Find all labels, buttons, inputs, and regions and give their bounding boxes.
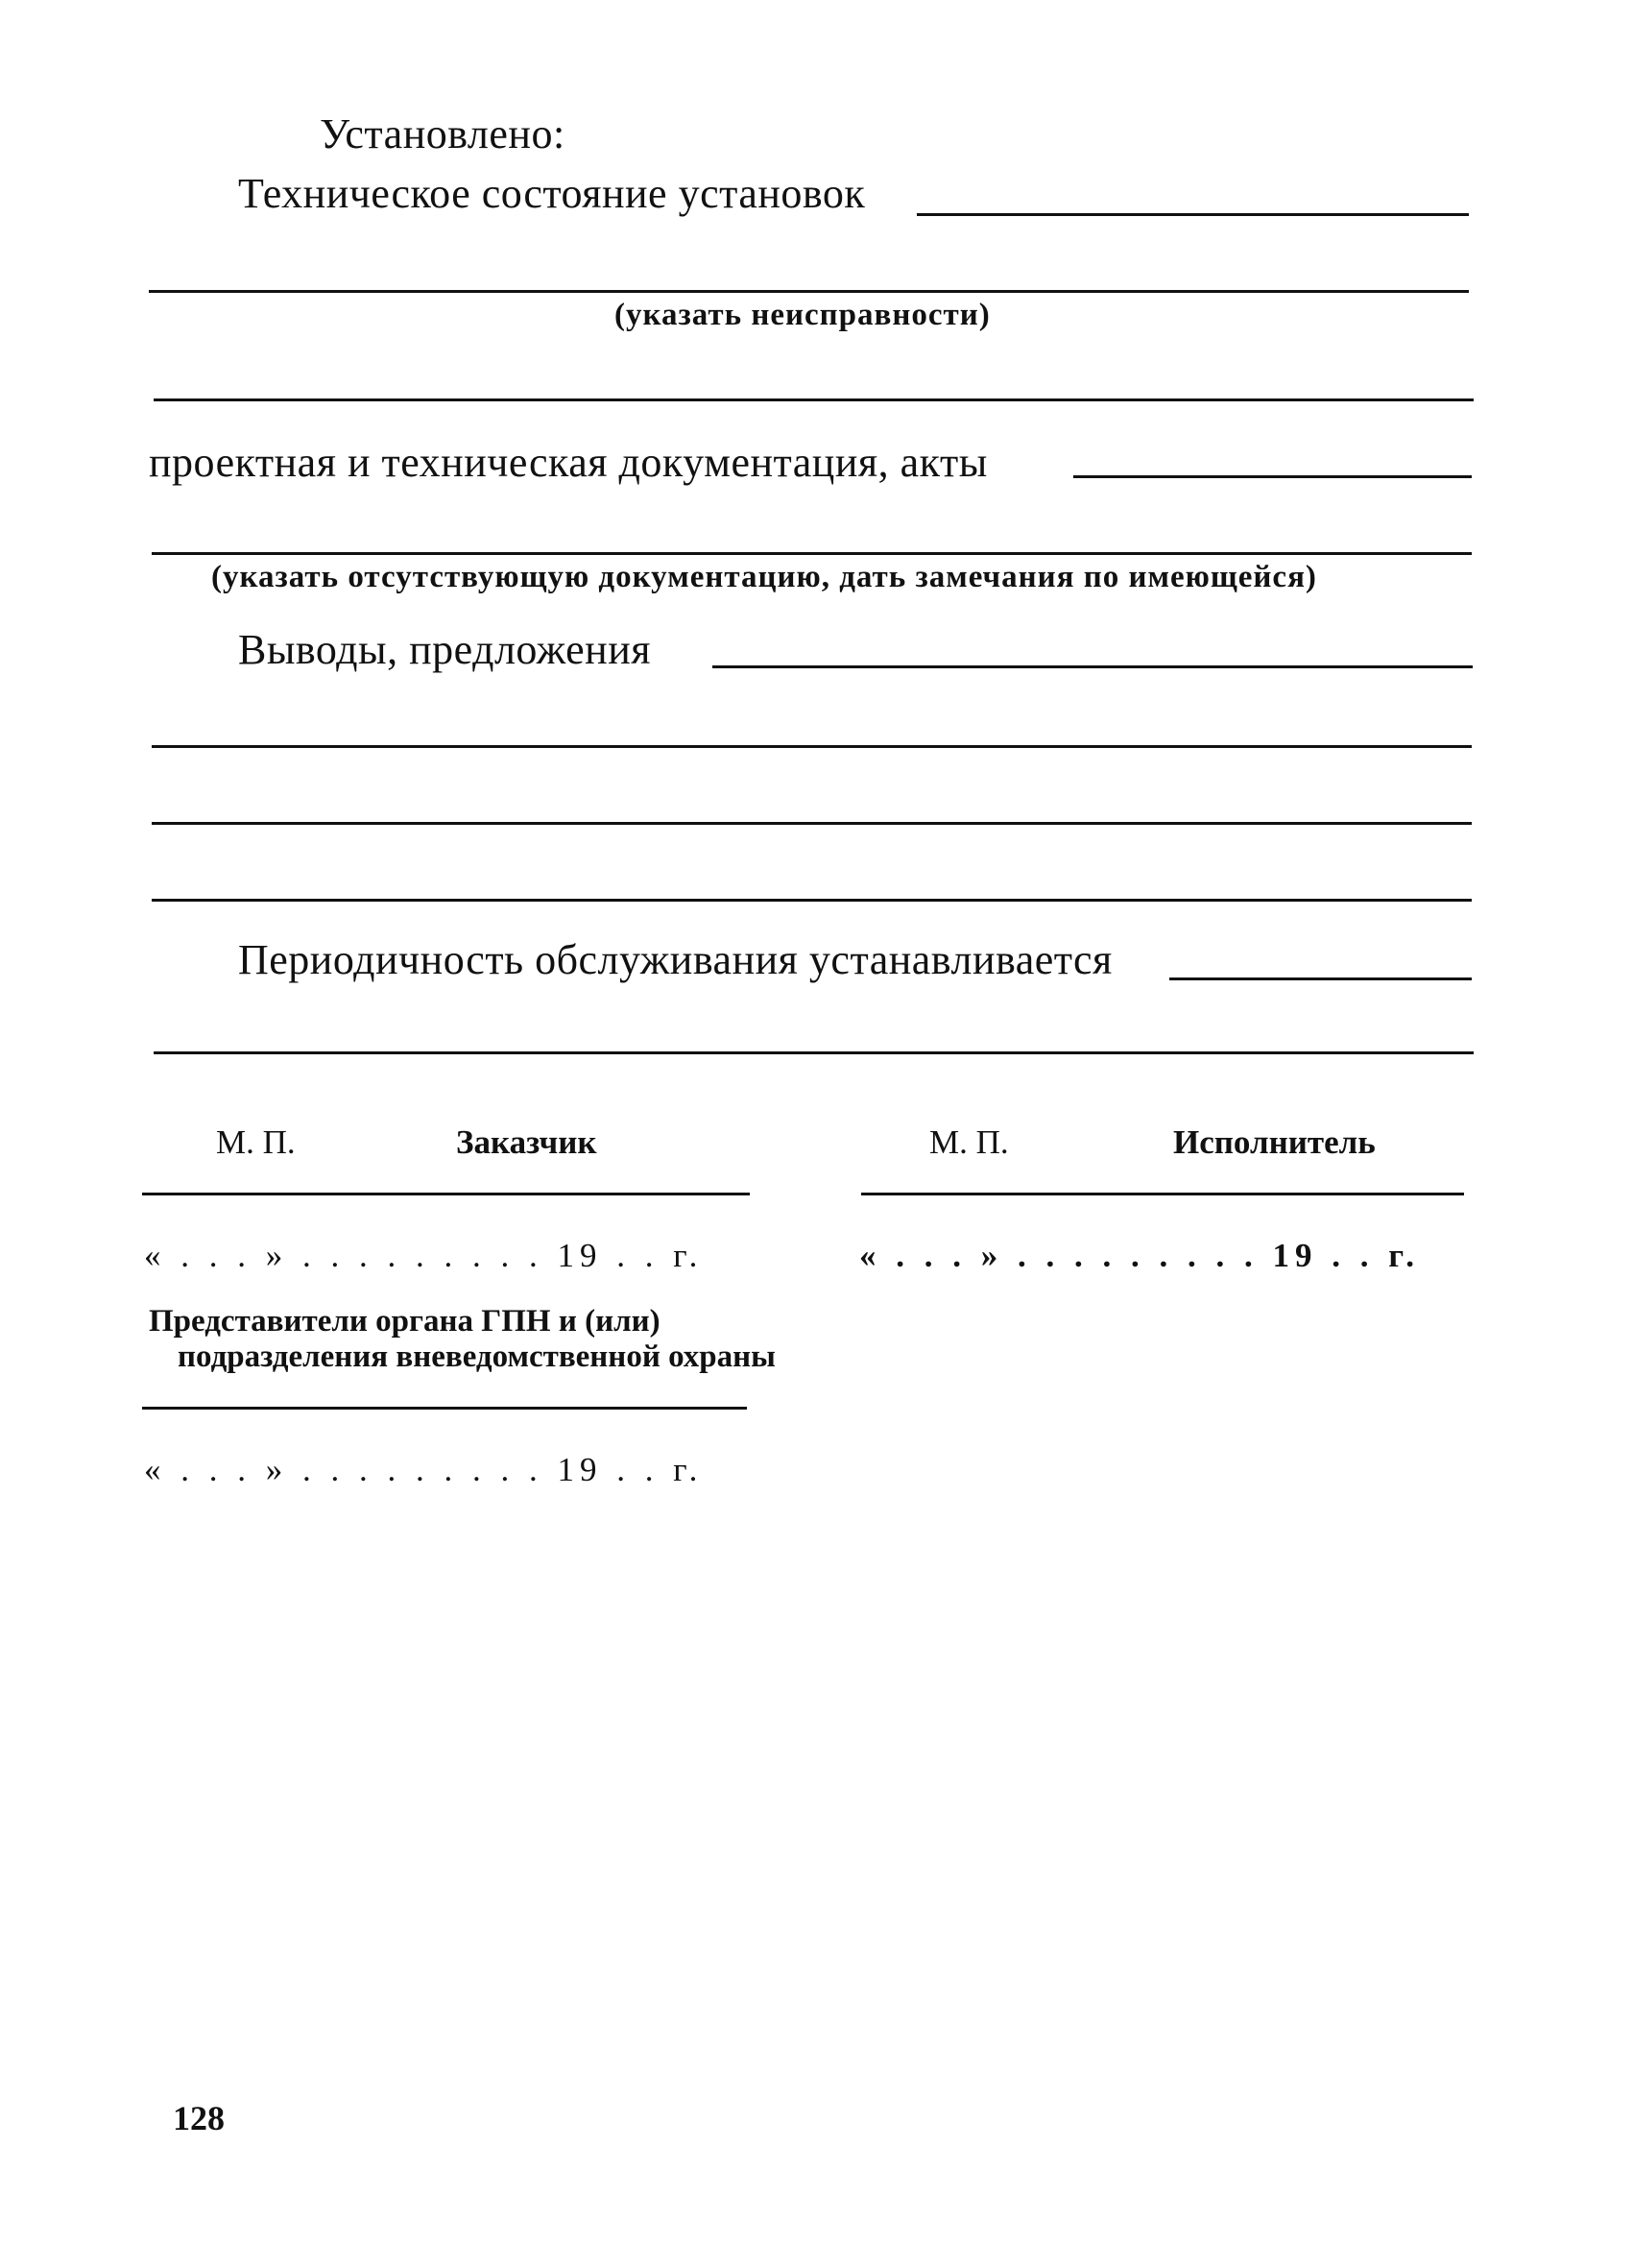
conclusions-line-2[interactable] — [152, 822, 1472, 825]
docs-caption: (указать отсутствующую документацию, дать замечания по имеющейся) — [211, 560, 1317, 594]
contractor-date: « . . . » . . . . . . . . . 19 . . г. — [859, 1237, 1420, 1274]
conclusions-line-3[interactable] — [152, 899, 1472, 902]
contractor-role: Исполнитель — [1173, 1123, 1376, 1161]
tech-state-line-1[interactable] — [149, 290, 1469, 293]
customer-stamp: М. П. — [216, 1123, 296, 1161]
tech-state-label: Техническое состояние установок — [238, 170, 866, 217]
contractor-stamp: М. П. — [929, 1123, 1009, 1161]
page-number: 128 — [173, 2099, 225, 2137]
conclusions-line-1[interactable] — [152, 745, 1472, 748]
docs-field[interactable] — [1073, 475, 1472, 478]
periodicity-label: Периодичность обслуживания устанавливается — [238, 936, 1113, 983]
conclusions-label: Выводы, предложения — [238, 626, 651, 673]
customer-signature-line[interactable] — [142, 1193, 750, 1195]
tech-state-field[interactable] — [917, 213, 1469, 216]
customer-date: « . . . » . . . . . . . . . 19 . . г. — [144, 1237, 704, 1274]
periodicity-line-1[interactable] — [154, 1051, 1474, 1054]
representatives-date: « . . . » . . . . . . . . . 19 . . г. — [144, 1451, 704, 1488]
representatives-signature-line[interactable] — [142, 1407, 747, 1410]
docs-line-1[interactable] — [152, 552, 1472, 555]
representatives-line-2: подразделения вневедомственной охраны — [178, 1339, 776, 1374]
customer-role: Заказчик — [456, 1123, 597, 1161]
conclusions-field[interactable] — [712, 665, 1473, 668]
tech-state-caption: (указать неисправности) — [614, 298, 991, 332]
periodicity-field[interactable] — [1169, 977, 1472, 980]
contractor-signature-line[interactable] — [861, 1193, 1464, 1195]
representatives-line-1: Представители органа ГПН и (или) — [149, 1304, 660, 1339]
docs-label: проектная и техническая документация, акты — [149, 439, 988, 486]
heading: Установлено: — [320, 110, 565, 157]
tech-state-line-2[interactable] — [154, 398, 1474, 401]
